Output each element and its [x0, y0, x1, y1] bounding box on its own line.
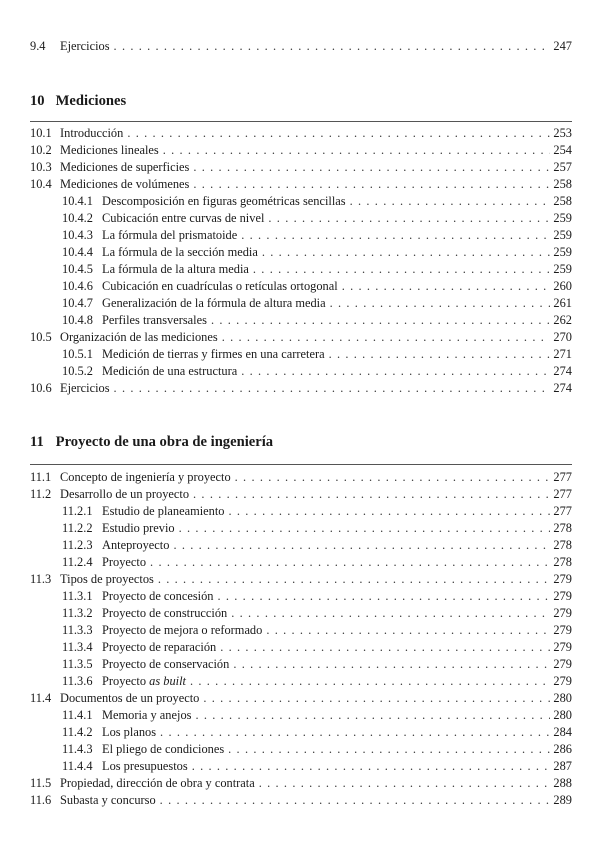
- toc-subentry[interactable]: [62, 346, 572, 362]
- dot-leader: [160, 792, 551, 808]
- dot-leader: [179, 520, 551, 536]
- toc-entry[interactable]: [30, 125, 572, 141]
- entry-number: 10.5.1: [62, 347, 93, 361]
- toc-entry[interactable]: [30, 380, 572, 396]
- entry-number: 10.4.8: [62, 313, 93, 327]
- entry-number: 11.2.3: [62, 538, 93, 552]
- dot-leader: [262, 244, 551, 260]
- dot-leader: [330, 295, 551, 311]
- toc-subentry[interactable]: [62, 278, 572, 294]
- entry-title: Generalización de la fórmula de altura media: [102, 296, 326, 310]
- entry-number: 11.3.4: [62, 640, 93, 654]
- entry-title: Organización de las mediciones: [60, 330, 218, 344]
- toc-subentry[interactable]: [62, 312, 572, 328]
- entry-page: 279: [553, 606, 572, 620]
- dot-leader: [150, 554, 550, 570]
- entry-number: 10.4.4: [62, 245, 93, 259]
- entry-title: Cubicación en cuadrículas o retículas ortogonal: [102, 279, 338, 293]
- entry-title: Medición de una estructura: [102, 364, 238, 378]
- entry-title: Proyecto de mejora o reformado: [102, 623, 263, 637]
- entry-page: 270: [553, 330, 572, 344]
- dot-leader: [163, 142, 551, 158]
- dot-leader: [211, 312, 550, 328]
- dot-leader: [342, 278, 551, 294]
- entry-title: La fórmula de la sección media: [102, 245, 258, 259]
- toc-subentry[interactable]: [62, 588, 572, 604]
- entry-title-italic: as built: [149, 674, 186, 688]
- entry-title: Mediciones lineales: [60, 143, 159, 157]
- entry-number: 11.2: [30, 487, 52, 501]
- entry-title: Los planos: [102, 725, 157, 739]
- toc-subentry[interactable]: [62, 210, 572, 226]
- dot-leader: [268, 210, 550, 226]
- dot-leader: [127, 125, 550, 141]
- entry-number: 10.6: [30, 381, 52, 395]
- entry-number: 11.4.4: [62, 759, 93, 773]
- dot-leader: [220, 639, 550, 655]
- entry-title: Anteproyecto: [102, 538, 170, 552]
- entry-title: Estudio de planeamiento: [102, 504, 225, 518]
- entry-number: 11.3.1: [62, 589, 93, 603]
- entry-number: 11.4.3: [62, 742, 93, 756]
- entry-page: 259: [553, 211, 572, 225]
- entry-page: 254: [553, 143, 572, 157]
- toc-entry[interactable]: [30, 792, 572, 808]
- entry-number: 10.4.5: [62, 262, 93, 276]
- toc-subentry[interactable]: [62, 554, 572, 570]
- entry-page: 260: [553, 279, 572, 293]
- entry-title: Proyecto: [102, 555, 147, 569]
- toc-subentry[interactable]: [62, 656, 572, 672]
- toc-subentry[interactable]: [62, 758, 572, 774]
- entry-number: 10.4.3: [62, 228, 93, 242]
- entry-page: 287: [553, 759, 572, 773]
- chapter-rule: [30, 464, 572, 465]
- entry-title: Proyecto de construcción: [102, 606, 228, 620]
- entry-number: 11.4.1: [62, 708, 93, 722]
- toc-subentry[interactable]: [62, 261, 572, 277]
- entry-page: 259: [553, 228, 572, 242]
- entry-number: 11.3.2: [62, 606, 93, 620]
- entry-page: 278: [553, 521, 572, 535]
- entry-title: Estudio previo: [102, 521, 175, 535]
- dot-leader: [192, 758, 551, 774]
- entry-title: Ejercicios: [60, 381, 110, 395]
- entry-number: 11.2.4: [62, 555, 93, 569]
- entry-page: 262: [553, 313, 572, 327]
- entry-page: 274: [553, 381, 572, 395]
- dot-leader: [235, 469, 551, 485]
- entry-number: 11.3.6: [62, 674, 93, 688]
- entry-title: El pliego de condiciones: [102, 742, 225, 756]
- entry-page: 277: [553, 487, 572, 501]
- entry-title: Tipos de proyectos: [60, 572, 154, 586]
- dot-leader: [114, 38, 551, 54]
- dot-leader: [217, 588, 550, 604]
- toc-subentry[interactable]: [62, 295, 572, 311]
- dot-leader: [193, 176, 550, 192]
- dot-leader: [193, 159, 550, 175]
- toc-entry[interactable]: [30, 775, 572, 791]
- entry-number: 10.1: [30, 126, 52, 140]
- entry-page: 279: [553, 657, 572, 671]
- entry-page: 288: [553, 776, 572, 790]
- entry-title: Medición de tierras y firmes en una carretera: [102, 347, 325, 361]
- entry-number: 11.3.3: [62, 623, 93, 637]
- dot-leader: [195, 707, 550, 723]
- dot-leader: [222, 329, 551, 345]
- dot-leader: [158, 571, 551, 587]
- dot-leader: [329, 346, 551, 362]
- entry-number: 10.2: [30, 143, 52, 157]
- entry-page: 257: [553, 160, 572, 174]
- entry-number: 10.3: [30, 160, 52, 174]
- toc-subentry[interactable]: [62, 227, 572, 243]
- toc-entry[interactable]: [30, 469, 572, 485]
- entry-page: 278: [553, 538, 572, 552]
- entry-number: 10.4.6: [62, 279, 93, 293]
- entry-page: 286: [553, 742, 572, 756]
- entry-number: 11.4: [30, 691, 52, 705]
- dot-leader: [193, 486, 550, 502]
- entry-number: 10.5: [30, 330, 52, 344]
- toc-subentry[interactable]: [62, 503, 572, 519]
- entry-title: Proyecto de concesión: [102, 589, 214, 603]
- entry-number: 11.3.5: [62, 657, 93, 671]
- entry-page: 277: [553, 504, 572, 518]
- entry-number: 11.4.2: [62, 725, 93, 739]
- toc-subentry[interactable]: [62, 707, 572, 723]
- toc-entry[interactable]: [30, 159, 572, 175]
- entry-page: 279: [553, 640, 572, 654]
- chapter-heading: [30, 432, 273, 452]
- entry-title: Propiedad, dirección de obra y contrata: [60, 776, 255, 790]
- entry-title: Introducción: [60, 126, 124, 140]
- entry-page: 289: [553, 793, 572, 807]
- entry-title: Mediciones de superficies: [60, 160, 190, 174]
- dot-leader: [114, 380, 551, 396]
- toc-subentry[interactable]: [62, 363, 572, 379]
- entry-page: 258: [553, 177, 572, 191]
- dot-leader: [253, 261, 551, 277]
- entry-page: 253: [553, 126, 572, 140]
- dot-leader: [266, 622, 550, 638]
- entry-number: 11.1: [30, 470, 52, 484]
- dot-leader: [190, 673, 550, 689]
- entry-page: 258: [553, 194, 572, 208]
- chapter-rule: [30, 121, 572, 122]
- entry-page: 274: [553, 364, 572, 378]
- entry-page: 279: [553, 589, 572, 603]
- toc-subentry[interactable]: [62, 605, 572, 621]
- toc-subentry[interactable]: [62, 622, 572, 638]
- entry-title: Perfiles transversales: [102, 313, 207, 327]
- entry-number: 11.2.1: [62, 504, 93, 518]
- toc-subentry[interactable]: [62, 193, 572, 209]
- toc-entry[interactable]: [30, 571, 572, 587]
- entry-page: 280: [553, 691, 572, 705]
- entry-page: 271: [553, 347, 572, 361]
- entry-title: Los presupuestos: [102, 759, 188, 773]
- toc-entry[interactable]: [30, 142, 572, 158]
- dot-leader: [229, 503, 551, 519]
- entry-page: 280: [553, 708, 572, 722]
- entry-page: 247: [553, 39, 572, 53]
- entry-page: 277: [553, 470, 572, 484]
- toc-subentry[interactable]: [62, 724, 572, 740]
- entry-number: 10.4: [30, 177, 52, 191]
- entry-title: Concepto de ingeniería y proyecto: [60, 470, 231, 484]
- toc-subentry[interactable]: [62, 244, 572, 260]
- entry-title: Proyecto de reparación: [102, 640, 217, 654]
- toc-entry[interactable]: [30, 329, 572, 345]
- entry-number: 10.4.1: [62, 194, 93, 208]
- dot-leader: [228, 741, 550, 757]
- entry-title: Mediciones de volúmenes: [60, 177, 190, 191]
- toc-entry[interactable]: [30, 486, 572, 502]
- dot-leader: [173, 537, 550, 553]
- entry-number: 11.5: [30, 776, 52, 790]
- toc-entry[interactable]: [30, 176, 572, 192]
- chapter-number: 11: [30, 434, 44, 450]
- toc-subentry[interactable]: [62, 673, 572, 689]
- entry-page: 261: [553, 296, 572, 310]
- chapter-title: Proyecto de una obra de ingeniería: [55, 434, 274, 450]
- entry-title: La fórmula del prismatoide: [102, 228, 238, 242]
- entry-number: 11.3: [30, 572, 52, 586]
- entry-title: Cubicación entre curvas de nivel: [102, 211, 265, 225]
- entry-page: 278: [553, 555, 572, 569]
- dot-leader: [350, 193, 551, 209]
- entry-number: 10.4.7: [62, 296, 93, 310]
- entry-number: 11.2.2: [62, 521, 93, 535]
- entry-title: Documentos de un proyecto: [60, 691, 200, 705]
- entry-page: 284: [553, 725, 572, 739]
- entry-title: La fórmula de la altura media: [102, 262, 249, 276]
- dot-leader: [231, 605, 550, 621]
- entry-title-text: Proyecto: [102, 674, 147, 688]
- toc-subentry[interactable]: [62, 639, 572, 655]
- entry-title: Desarrollo de un proyecto: [60, 487, 190, 501]
- toc-entry[interactable]: [30, 38, 572, 54]
- dot-leader: [203, 690, 550, 706]
- entry-number: 9.4: [30, 39, 46, 53]
- entry-page: 279: [553, 674, 572, 688]
- entry-page: 279: [553, 572, 572, 586]
- dot-leader: [259, 775, 551, 791]
- toc-subentry[interactable]: [62, 537, 572, 553]
- entry-number: 10.4.2: [62, 211, 93, 225]
- chapter-heading: [30, 91, 126, 111]
- entry-number: 10.5.2: [62, 364, 93, 378]
- entry-number: 11.6: [30, 793, 52, 807]
- entry-title: Ejercicios: [60, 39, 110, 53]
- entry-title: Memoria y anejos: [102, 708, 192, 722]
- entry-title: Subasta y concurso: [60, 793, 156, 807]
- dot-leader: [241, 363, 550, 379]
- toc-entry[interactable]: [30, 690, 572, 706]
- entry-page: 259: [553, 245, 572, 259]
- dot-leader: [241, 227, 550, 243]
- chapter-number: 10: [30, 93, 45, 109]
- toc-subentry[interactable]: [62, 741, 572, 757]
- entry-title: [102, 673, 186, 689]
- entry-page: 279: [553, 623, 572, 637]
- dot-leader: [233, 656, 550, 672]
- entry-title: Descomposición en figuras geométricas sencillas: [102, 194, 346, 208]
- toc-subentry[interactable]: [62, 520, 572, 536]
- chapter-title: Mediciones: [55, 93, 127, 109]
- entry-page: 259: [553, 262, 572, 276]
- dot-leader: [160, 724, 550, 740]
- entry-title: Proyecto de conservación: [102, 657, 230, 671]
